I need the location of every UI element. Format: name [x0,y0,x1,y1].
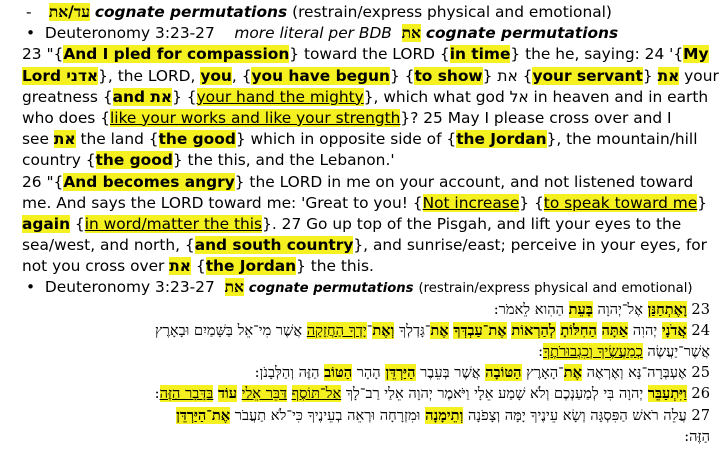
underlined-word: אַל־תּוֹסֶף [291,385,342,403]
reference-line-hebrew [22,277,710,298]
hebrew-verse-25 [22,362,710,383]
text: } the this, and the Lebanon.' [172,151,395,170]
highlighted-word: הַטּוֹב [324,364,353,382]
text: see [22,130,54,149]
highlighted-phrase: you [200,66,232,85]
text: אֶל־יְהוָה [592,300,648,318]
text: עֲלֵה רֹאשׁ הַפִּסְגָּה וְשָׂא עֵינֶיךָ יָמָּה וְצָפֹנָה [463,406,687,424]
text: } { [172,87,197,106]
text: יְהוִה [628,321,662,339]
text: { [70,214,85,233]
highlighted-word: עוֹד [217,385,237,403]
text: ־גָּדְלְךָ [394,321,431,339]
text: } toward the LORD { [289,45,450,64]
english-line-5 [22,129,710,150]
underlined-phrase: Not increase [422,193,520,212]
text: { [191,257,206,276]
highlighted-word: אַתָּה [601,321,629,339]
english-line-3 [22,87,710,108]
reference-title: cognate permutations [425,24,619,43]
highlighted-phrase: you have begun [251,66,390,85]
highlighted-word: אֶת־הַיַּרְדֵּן [176,406,231,424]
highlighted-phrase: and south country [194,236,354,255]
hebrew-verse-27-cont [22,426,710,447]
reference-hebrew: את [224,278,244,297]
header-title: cognate permutations [94,3,288,21]
underlined-word: בַּדָּבָר הַזֶּה [159,385,214,403]
text: }, the LORD, [98,66,201,85]
highlighted-phrase: My [683,45,709,64]
scripture-reference: Deuteronomy 3:23-27 [44,278,215,297]
text: : [538,343,543,360]
highlighted-phrase: again [22,214,71,233]
text: ־הָאָרֶץ [521,364,564,382]
hebrew-verse-26 [22,383,710,404]
header-note: (restrain/express physical and emotional) [292,3,612,21]
highlighted-word: אֶת [563,364,582,382]
reference-note: more literal per BDB [234,24,392,43]
highlighted-hebrew: את [53,130,76,149]
underlined-word: דַּבֵּר אֵלַי [241,385,287,403]
text: הַזֶּה וְהַלְּבָנֹן: [254,364,325,382]
text: not you cross over [22,257,170,276]
highlighted-word: בָּעֵת [568,300,593,318]
highlighted-word: אֲדֹנָי [661,321,687,339]
text [597,322,602,339]
text: } [697,193,708,212]
highlighted-phrase: the Jordan [456,130,547,149]
highlighted-word: אֶת [430,321,449,339]
hebrew-verse-23 [22,299,710,320]
text: } { [519,193,544,212]
verse-number: 23 [686,300,710,318]
text: הָהָר [352,364,386,382]
highlighted-phrase: to show [414,66,483,85]
underlined-phrase: to speak toward me [543,193,698,212]
highlighted-phrase: your servant [532,66,643,85]
highlighted-word: וַיִּתְעַבֵּר [647,385,687,403]
text: יְהוָה בִּי לְמַעַנְכֶם וְלֹא שָׁמַע אֵלָי וַיֹּאמֶר יְהוָה אֵלַי רַב־לָךְ [341,385,648,403]
highlighted-hebrew: את [169,257,191,276]
english-line-8 [22,193,710,214]
text: הַהִוא לֵאמֹר: [493,300,569,318]
text: }? 25 May I please cross over and I [400,108,672,127]
highlighted-word: הַטּוֹבָה [485,364,522,382]
highlighted-phrase: the good [158,130,236,149]
text: 23 "{ [22,45,64,64]
english-line-1 [22,44,710,65]
header-line [22,2,710,23]
text: } the he, saying: 24 '{ [510,45,684,64]
reference-line-literal [22,23,710,44]
header-hebrew: עד/את [48,3,90,21]
highlighted-phrase: the good [95,151,173,170]
text [237,385,242,402]
highlighted-word: אֶת־עַבְדְּךָ [453,321,507,339]
text: }. 27 Go up top of the Pisgah, and lift your eyes to the [262,214,682,233]
text: }, and sunrise/east; perceive in your eyes, for [353,236,707,255]
english-line-11 [22,256,710,277]
text: : [154,385,160,403]
scripture-reference: Deuteronomy 3:23-27 [44,24,215,43]
underlined-phrase: like your works and like your strength [110,108,401,127]
highlighted-phrase: in time [449,45,511,64]
text: } [642,66,658,85]
text: country { [22,151,96,170]
highlighted-phrase: and את [112,87,173,106]
verse-number: 26 [686,385,710,403]
hebrew-verse-27 [22,405,710,426]
text: אֶעְבְּרָה־נָּא וְאֶרְאֶה [581,364,687,382]
english-line-7 [22,172,710,193]
highlighted-hebrew: את [657,66,680,85]
highlighted-phrase: the Jordan [205,257,297,276]
text: me. And says the LORD toward me: 'Great to you! { [22,193,423,212]
text: אֲשֶׁר מִי־אֵל בַּשָּׁמַיִם וּבָאָרֶץ [155,321,307,339]
text [287,385,292,402]
bullet: • [26,24,36,43]
text: } { [389,66,415,85]
highlighted-word: הַחִלּוֹתָ [560,321,597,339]
reference-title: cognate permutations [248,281,414,297]
english-line-10 [22,235,710,256]
highlighted-phrase: And becomes angry [63,172,235,191]
text: , { [231,66,252,85]
highlighted-word: הַיַּרְדֵּן [385,364,416,382]
text: אֲשֶׁר־יַעֲשֶׂה [642,343,710,360]
text: your [679,66,719,85]
verse-number: 27 [686,406,710,424]
bullet: • [26,278,36,297]
text: }, the mountain/hill [546,130,698,149]
text: הַזֶּה: [684,427,710,445]
english-line-6 [22,150,710,171]
underlined-word: כְמַעֲשֶׂיךָ וְכִגְבוּרֹתֶךָ [543,343,643,360]
text: sea/west, and north, { [22,236,195,255]
english-line-9 [22,214,710,235]
highlighted-word: וָאֶתְחַנַּן [647,300,687,318]
english-line-2 [22,66,719,87]
text: ־ [366,321,373,339]
highlighted-phrase: Lord אדני [22,66,99,85]
underlined-phrase: in word/matter the this [84,214,263,233]
text: greatness { [22,87,113,106]
text: וּמִזְרָחָה וּרְאֵה בְעֵינֶיךָ כִּי־לֹא תַעֲבֹר [230,406,426,424]
text: } את { [482,66,533,85]
text: 26 "{ [22,172,64,191]
highlighted-word: וְתֵימָנָה [425,406,464,424]
text: the land { [75,130,159,149]
verse-number: 25 [686,364,710,382]
text: } which in opposite side of { [235,130,457,149]
text: }, which what god אל in heaven and in earth [363,87,709,106]
text: } the this. [296,257,374,276]
text: who does { [22,108,111,127]
reference-hebrew: את [401,24,421,43]
text: אֲשֶׁר בְּעֵבֶר [415,364,486,382]
highlighted-phrase: And I pled for compassion [63,45,290,64]
hebrew-verse-24 [22,320,710,341]
underlined-word: יָדְךָ הַחֲזָקָה [306,321,367,339]
verse-number: 24 [686,321,710,339]
dash-bullet: - [26,3,32,21]
hebrew-verse-24-cont [22,341,710,362]
underlined-phrase: your hand the mighty [196,87,364,106]
english-line-4 [22,108,710,129]
text: } the LORD in me on your account, and not listened toward [234,172,694,191]
reference-note: (restrain/express physical and emotional) [418,281,693,297]
highlighted-word: וְאֶת [372,321,395,339]
highlighted-word: לְהַרְאוֹת [511,321,556,339]
